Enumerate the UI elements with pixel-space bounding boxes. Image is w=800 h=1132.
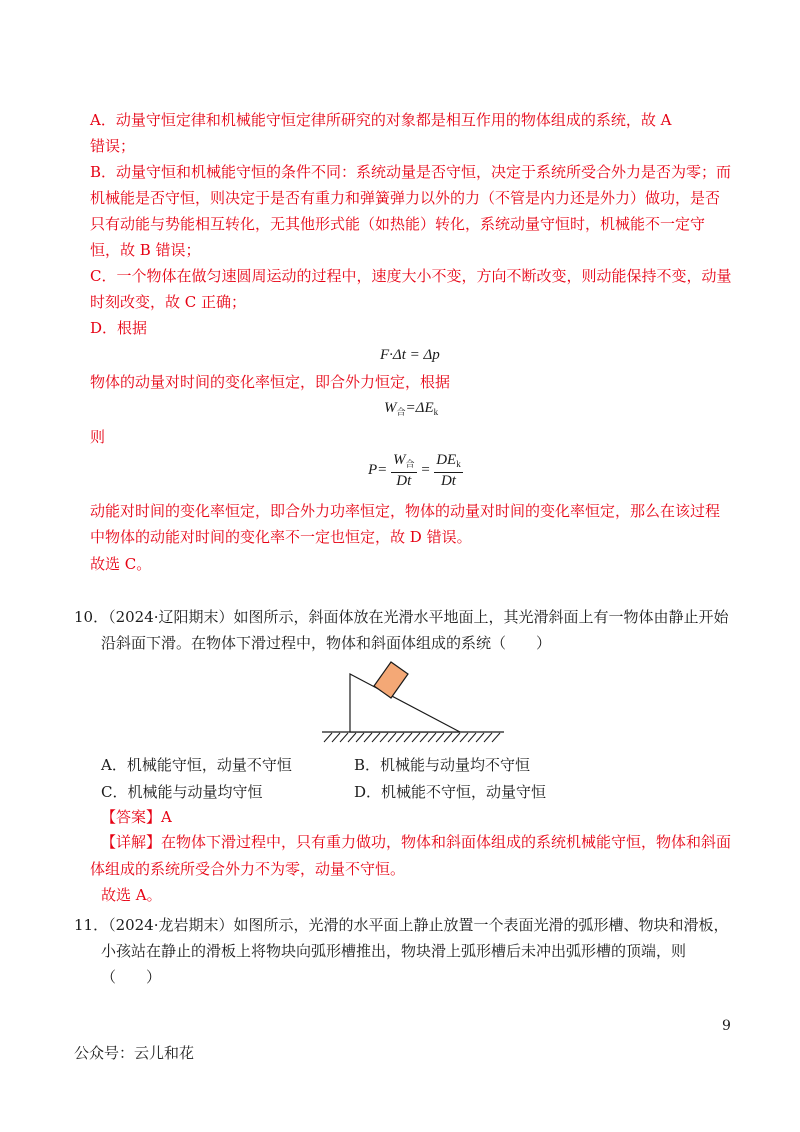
q10-option-b: B．机械能与动量均不守恒: [354, 756, 531, 774]
q10-answer: 【答案】A: [101, 808, 172, 826]
q9-detail-b-line2: 机械能是否守恒，则决定于是否有重力和弹簧弹力以外的力（不管是内力还是外力）做功，是否: [90, 189, 721, 207]
equation-momentum-theorem: F·Δt = Δp: [380, 347, 440, 363]
q9-detail-d-line4: 动能对时间的变化率恒定，即合外力功率恒定，物体的动量对时间的变化率恒定，那么在该过程: [90, 502, 721, 520]
q11-stem-line2: 小孩站在静止的滑板上将物块向弧形槽推出，物块滑上弧形槽后未冲出弧形槽的顶端，则: [101, 942, 687, 960]
q9-detail-c-line1: C．一个物体在做匀速圆周运动的过程中，速度大小不变，方向不断改变，则动能保持不变，动量: [90, 267, 732, 285]
q9-detail-d-line2: 物体的动量对时间的变化率恒定，即合外力恒定，根据: [90, 373, 451, 391]
q10-option-a: A．机械能守恒，动量不守恒: [101, 756, 292, 774]
q11-stem-line3: （ ）: [101, 968, 162, 986]
q9-conclusion: 故选 C。: [90, 555, 152, 573]
q10-detail-line1: 【详解】在物体下滑过程中，只有重力做功，物体和斜面体组成的系统机械能守恒，物体和斜面: [101, 833, 732, 851]
q9-detail-b-line1: B．动量守恒和机械能守恒的条件不同：系统动量是否守恒，决定于系统所受合外力是否为零；而: [90, 163, 732, 181]
footer-wechat-account: 公众号：云儿和花: [74, 1044, 195, 1062]
q9-detail-d-line3: 则: [90, 428, 106, 446]
q9-detail-b-line4: 恒，故 B 错误；: [90, 241, 201, 259]
incline-diagram: [320, 660, 506, 744]
q10-detail-line2: 体组成的系统所受合外力不为零，动量不守恒。: [90, 860, 406, 878]
q10-stem-line1: 10．（2024·辽阳期末）如图所示，斜面体放在光滑水平地面上，其光滑斜面上有一物体由静止开始: [74, 608, 729, 626]
q10-stem-line2: 沿斜面下滑。在物体下滑过程中，物体和斜面体组成的系统（ ）: [101, 634, 552, 652]
q10-conclusion: 故选 A。: [101, 886, 162, 904]
q10-option-d: D．机械能不守恒，动量守恒: [354, 783, 547, 801]
q10-option-c: C．机械能与动量均守恒: [101, 783, 263, 801]
equation-work-energy: $W_合=\Delta E_k$: [384, 400, 439, 417]
incline-wedge: [350, 674, 460, 732]
q9-detail-b-line3: 只有动能与势能相互转化，无其他形式能（如热能）转化，系统动量守恒时，机械能不一定守: [90, 215, 706, 233]
q9-detail-a-line2: 错误；: [90, 137, 136, 155]
q9-detail-a-line1: A．动量守恒定律和机械能守恒定律所研究的对象都是相互作用的物体组成的系统，故 A: [90, 111, 672, 129]
equation-power: P= $\frac{W_合}{Dt}$ = $\frac{DE_k}{Dt}$: [368, 452, 461, 490]
q9-detail-c-line2: 时刻改变，故 C 正确；: [90, 293, 247, 311]
page-number: 9: [722, 1018, 731, 1034]
q9-detail-d-line5: 中物体的动能对时间的变化率不一定也恒定，故 D 错误。: [90, 528, 472, 546]
q9-detail-d-line1: D．根据: [90, 319, 148, 337]
q11-stem-line1: 11．（2024·龙岩期末）如图所示，光滑的水平面上静止放置一个表面光滑的弧形槽、物块和滑板，: [74, 916, 729, 934]
